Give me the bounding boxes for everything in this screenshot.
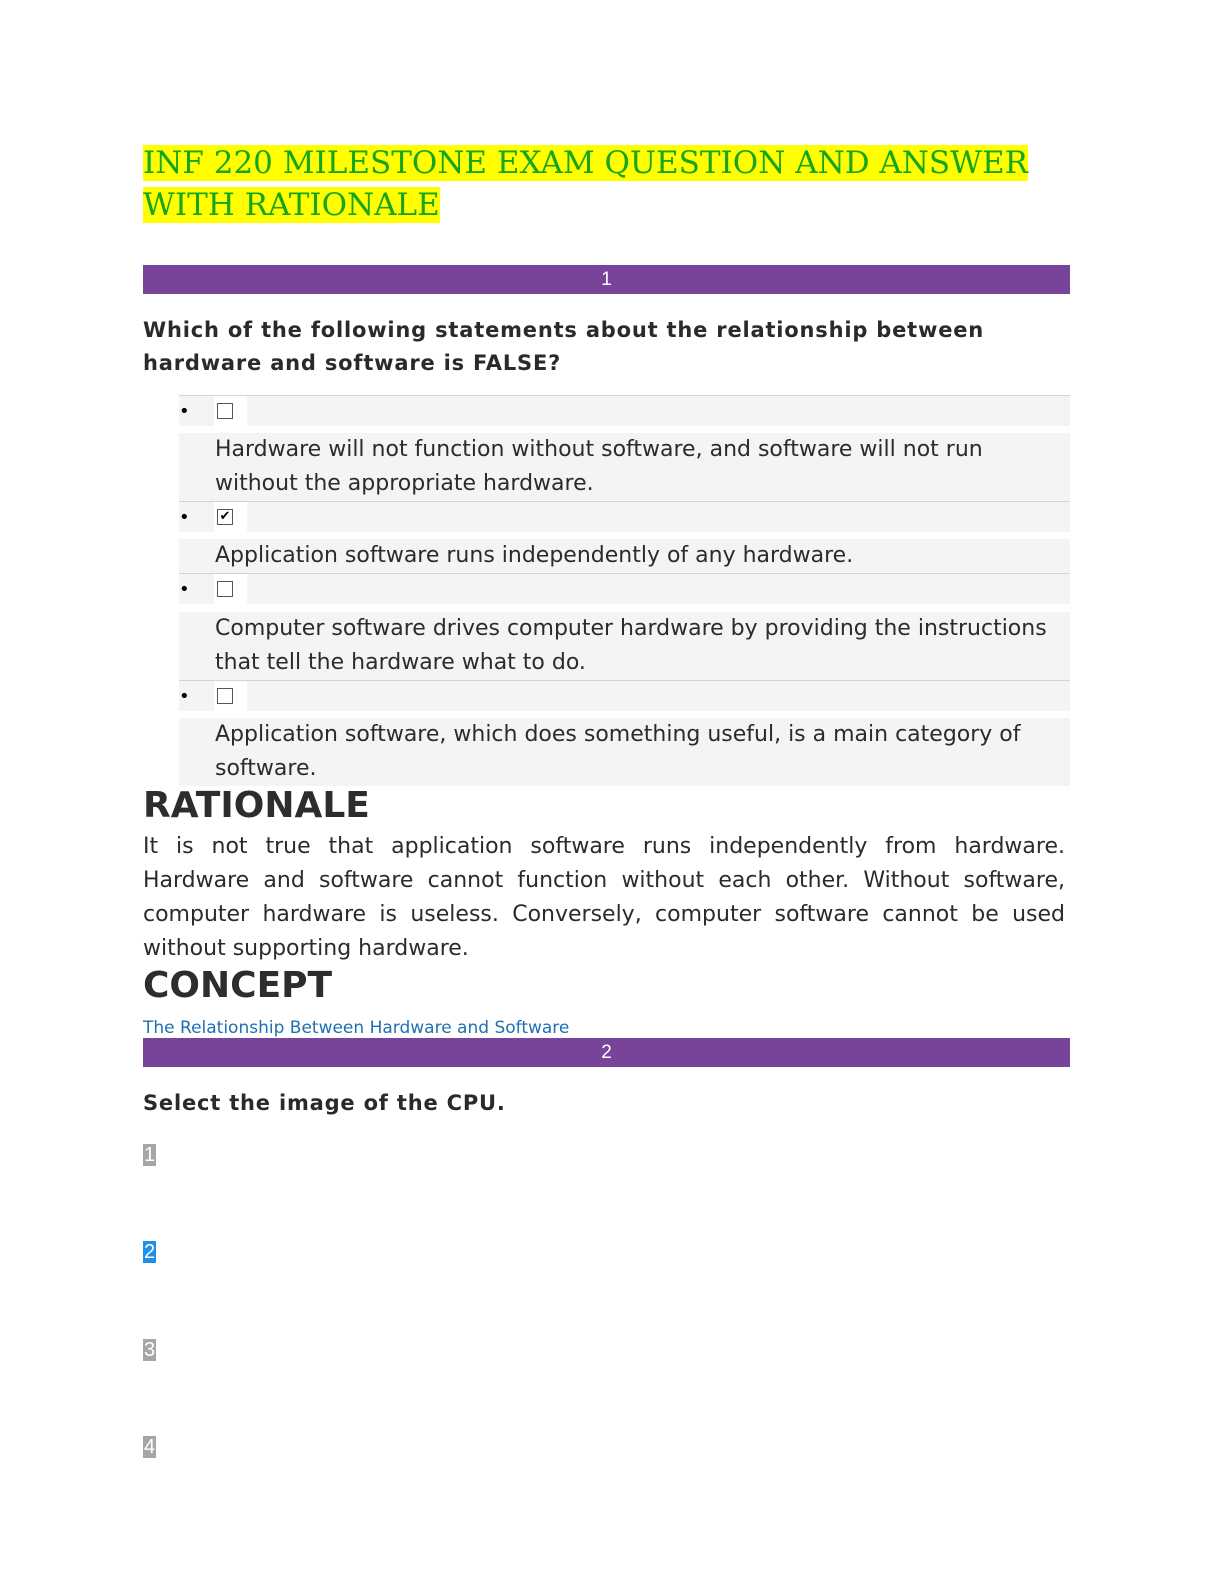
option-checkbox[interactable] xyxy=(217,688,233,704)
option-row[interactable] xyxy=(179,680,1070,711)
option-label[interactable]: Application software, which does something useful, is a main category of software. xyxy=(179,718,1070,786)
question-text: Which of the following statements about the relationship between hardware and software is FALSE? xyxy=(143,318,985,375)
option-label[interactable]: Hardware will not function without software, and software will not run without the appropriate hardware. xyxy=(179,433,1070,501)
option-label[interactable]: Computer software drives computer hardware by providing the instructions that tell the hardware what to do. xyxy=(179,612,1070,680)
image-choice-4[interactable]: 4 xyxy=(144,1436,156,1458)
question-number-bar: 1 xyxy=(143,265,1070,294)
option-row[interactable] xyxy=(179,395,1070,426)
option-checkbox[interactable] xyxy=(217,403,233,419)
image-choice-2-selected[interactable]: 2 xyxy=(144,1241,156,1263)
concept-link[interactable]: The Relationship Between Hardware and Software xyxy=(143,1018,570,1038)
bullet-icon: • xyxy=(179,401,190,422)
option-row[interactable] xyxy=(179,501,1070,532)
image-choice-1[interactable]: 1 xyxy=(144,1144,156,1166)
rationale-text: It is not true that application software runs independently from hardware. Hardware and software cannot function without each other. Without software, computer hardware is useless. Conversely, computer software cannot be used without supporting hardware. xyxy=(143,834,1065,961)
option-checkbox[interactable] xyxy=(217,581,233,597)
question-number-bar: 2 xyxy=(143,1038,1070,1067)
bullet-icon: • xyxy=(179,507,190,528)
checkmark-icon: ✔ xyxy=(219,509,231,524)
option-checkbox-checked[interactable] xyxy=(217,509,233,525)
option-label[interactable]: Application software runs independently of any hardware. xyxy=(179,539,1070,573)
question-text: Select the image of the CPU. xyxy=(143,1091,506,1115)
image-choice-3[interactable]: 3 xyxy=(144,1339,156,1361)
concept-heading: CONCEPT xyxy=(143,965,333,1006)
option-row[interactable] xyxy=(179,573,1070,604)
bullet-icon: • xyxy=(179,579,190,600)
bullet-icon: • xyxy=(179,686,190,707)
page-title: INF 220 MILESTONE EXAM QUESTION AND ANSWER WITH RATIONALE xyxy=(143,145,1028,223)
rationale-heading: RATIONALE xyxy=(143,785,370,826)
